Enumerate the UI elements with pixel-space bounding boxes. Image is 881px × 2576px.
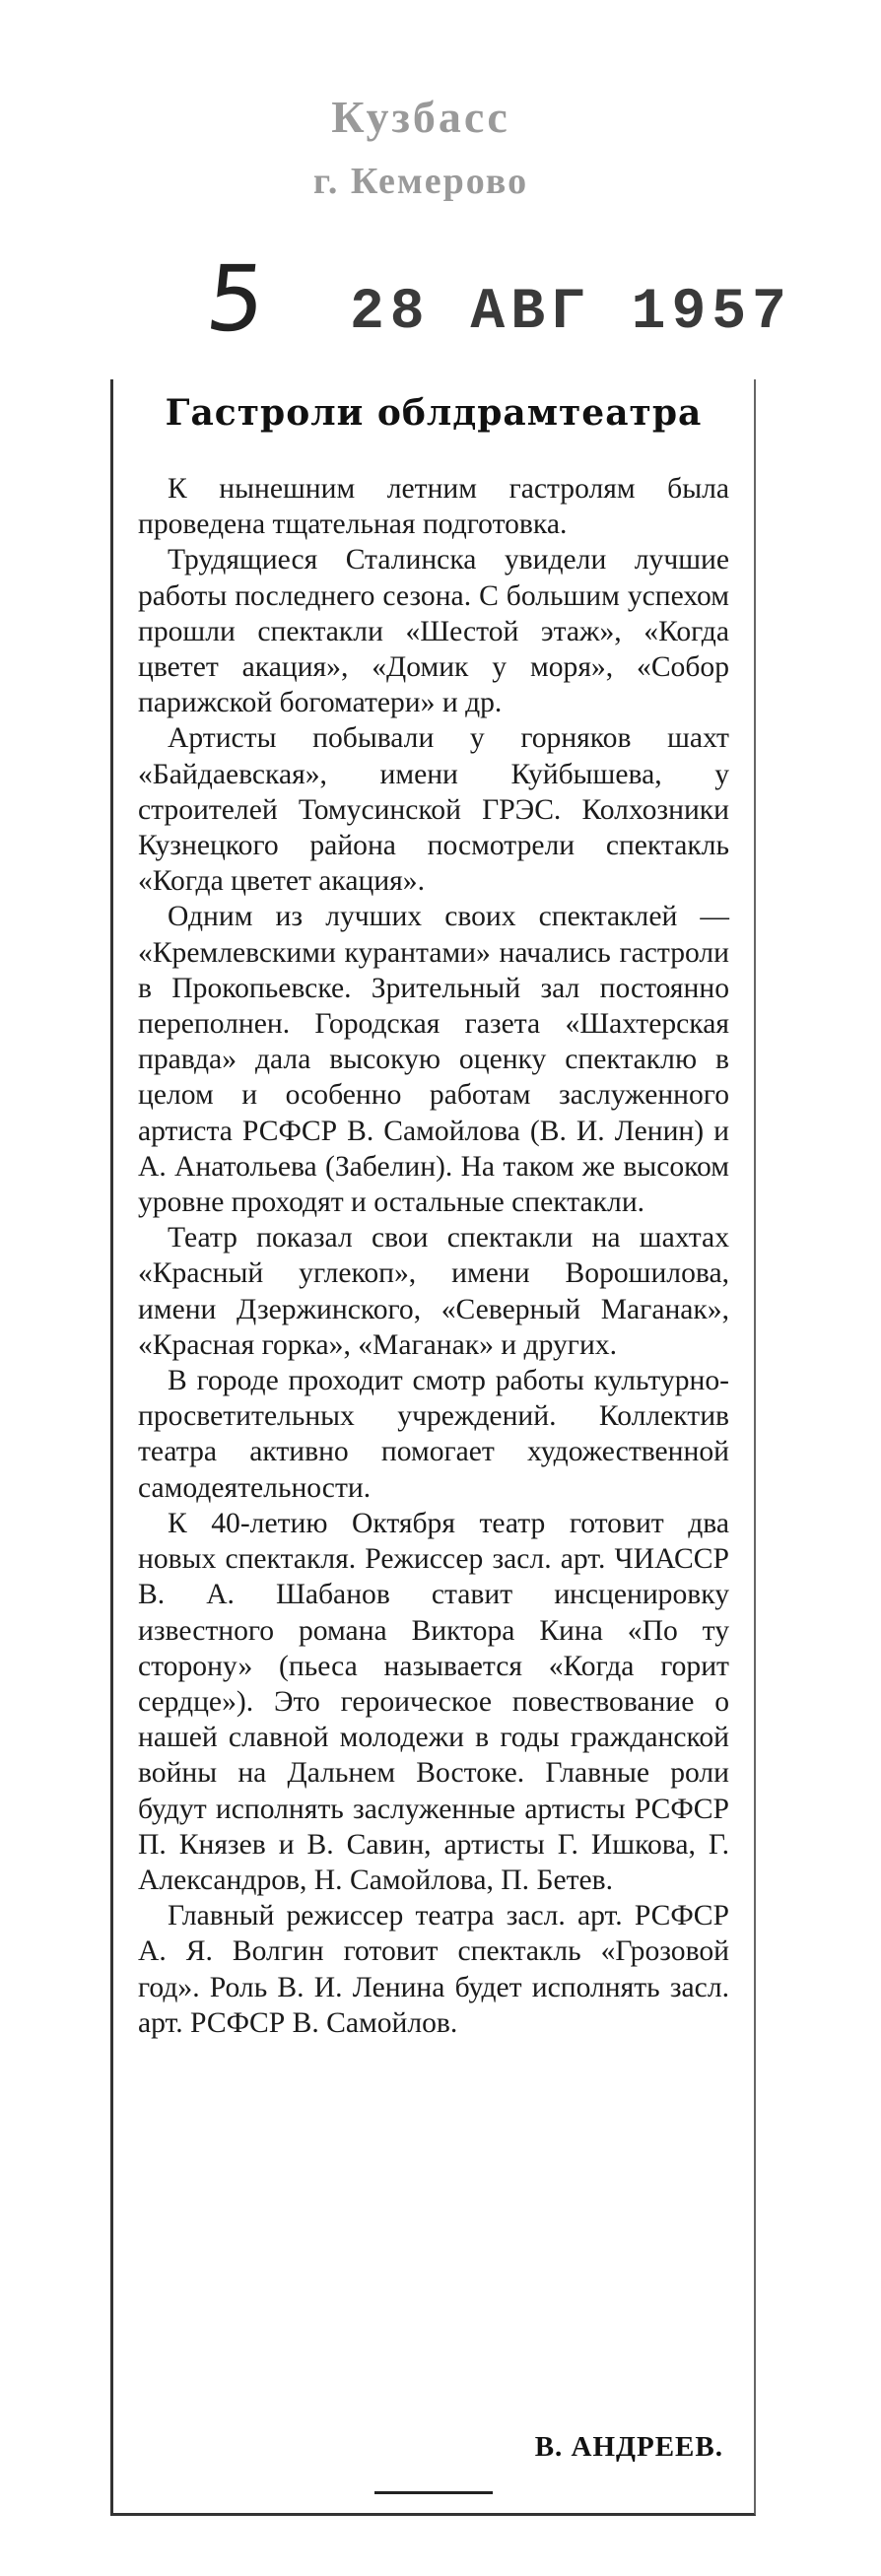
city-stamp: г. Кемерово [312, 161, 529, 202]
article-paragraph: Театр показал свои спектакли на шахтах «Красный углекоп», имени Ворошилова, имени Дзержинского, «Северный Маганак», «Красная горка», «Маганак» и других. [138, 1222, 729, 1361]
article-paragraph: В городе проходит смотр работы культурно-просветительных учреждений. Коллектив театра активно помогает художественной самодеятельности. [138, 1365, 729, 1504]
article-paragraph: Артисты побывали у горняков шахт «Байдаевская», имени Куйбышева, у строителей Томусинской ГРЭС. Колхозники Кузнецкого района посмотрели спектакль «Когда цветет акация». [138, 722, 729, 898]
article-paragraph: К нынешним летним гастролям была проведена тщательная подготовка. [138, 473, 729, 541]
article-paragraph: К 40-летию Октября театр готовит два новых спектакля. Режиссер засл. арт. ЧИАССР В. А. Шабанов ставит инсценировку известного романа Виктора Кина «По ту сторону» (пьеса называется «Когда горит сердце»). Это героическое повествование о нашей славной молодежи в годы гражданской войны на Дальнем Востоке. Главные роли будут исполнять заслуженные артисты РСФСР П. Князев и В. Савин, артисты Г. Ишкова, Г. Александров, Н. Самойлова, П. Бетев. [138, 1507, 729, 1896]
article-paragraph: Трудящиеся Сталинска увидели лучшие работы последнего сезона. С большим успехом прошли спектакли «Шестой этаж», «Когда цветет акация», «Домик у моря», «Собор парижской богоматери» и др. [138, 544, 729, 719]
article-headline: Гастроли облдрамтеатра [165, 392, 703, 434]
article-body [138, 471, 729, 2041]
article-author: В. АНДРЕЕВ. [534, 2431, 723, 2463]
end-rule [374, 2491, 493, 2494]
article-paragraph: Главный режиссер театра засл. арт. РСФСР А. Я. Волгин готовит спектакль «Грозовой год». Роль В. И. Ленина будет исполнять засл. арт. РСФСР В. Самойлов. [138, 1900, 729, 2039]
newspaper-name-stamp: Кузбасс [331, 92, 510, 142]
handwritten-number: 5 [201, 246, 271, 352]
article-paragraph: Одним из лучших своих спектаклей — «Кремлевскими курантами» начались гастроли в Прокопьевске. Зрительный зал постоянно переполнен. Городская газета «Шахтерская правда» дала высокую оценку спектаклю в целом и особенно работам заслуженного артиста РСФСР В. Самойлова (В. И. Ленин) и А. Анатольева (Забелин). На таком же высоком уровне проходят и остальные спектакли. [138, 901, 729, 1219]
date-stamp: 28 АВГ 1957 [350, 281, 792, 345]
